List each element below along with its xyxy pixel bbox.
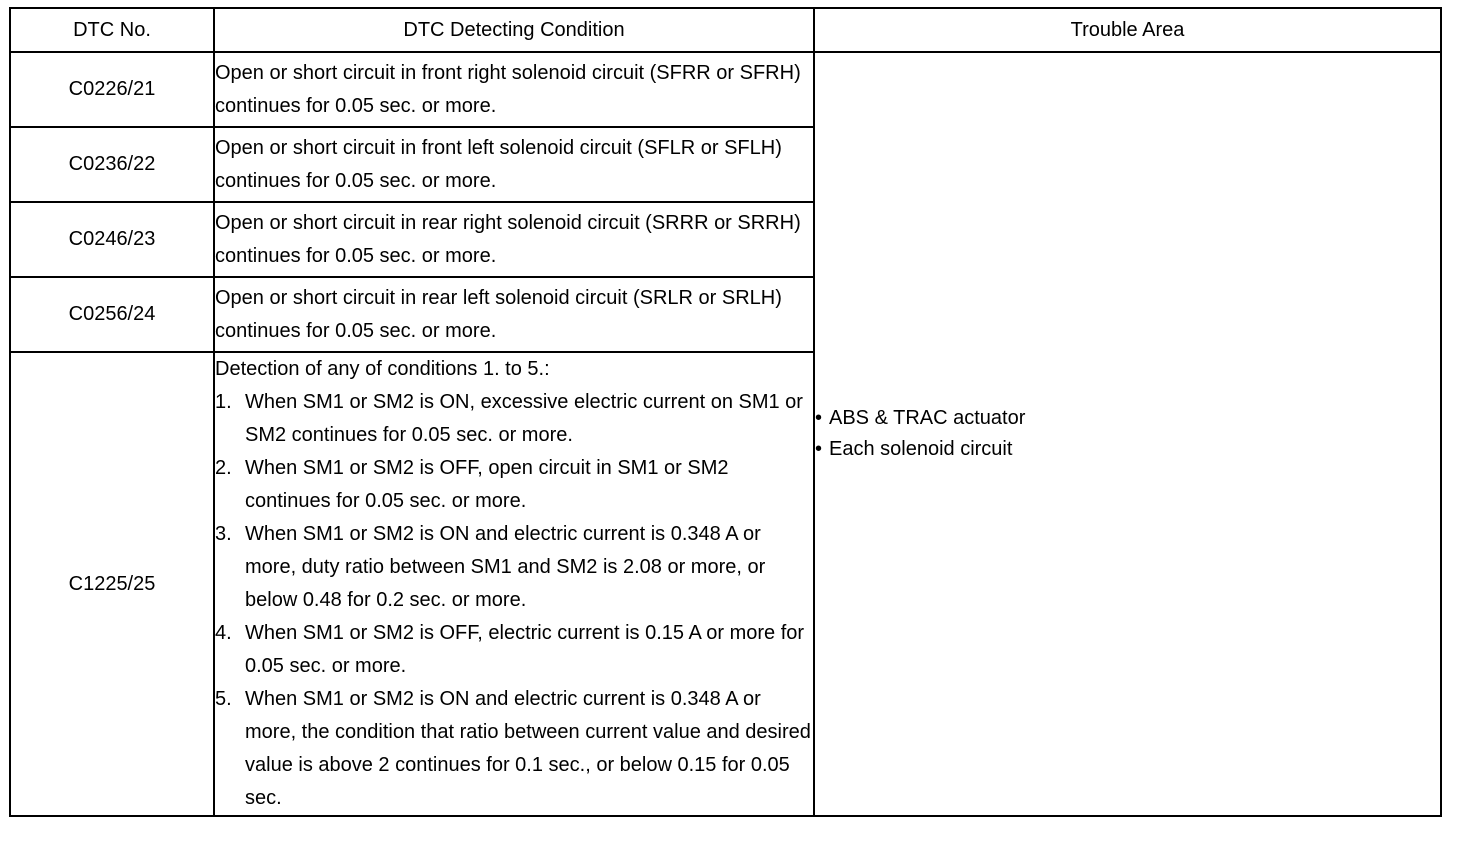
trouble-area-list	[815, 403, 1440, 465]
dtc-code: C0236/22	[10, 127, 214, 202]
detecting-condition: Open or short circuit in rear left solenoid circuit (SRLR or SRLH) continues for 0.05 sec. or more.	[214, 277, 814, 352]
condition-text: When SM1 or SM2 is ON and electric current is 0.348 A or more, duty ratio between SM1 and SM2 is 2.08 or more, or below 0.48 for 0.2 sec. or more.	[245, 523, 766, 611]
header-trouble-area: Trouble Area	[814, 8, 1441, 52]
condition-item	[215, 518, 813, 617]
condition-intro: Detection of any of conditions 1. to 5.:	[215, 358, 550, 380]
trouble-area-text: ABS & TRAC actuator	[829, 407, 1026, 429]
condition-text: When SM1 or SM2 is OFF, open circuit in SM1 or SM2 continues for 0.05 sec. or more.	[245, 457, 729, 512]
dtc-code: C1225/25	[10, 352, 214, 816]
condition-text: When SM1 or SM2 is ON and electric current is 0.348 A or more, the condition that ratio between current value and desired value is above 2 continues for 0.1 sec., or below 0.15 for 0.05 sec.	[245, 688, 811, 809]
header-dtc-no: DTC No.	[10, 8, 214, 52]
condition-item	[215, 386, 813, 452]
header-row	[10, 8, 1441, 52]
condition-item	[215, 617, 813, 683]
header-detecting-condition: DTC Detecting Condition	[214, 8, 814, 52]
condition-number: 4.	[215, 622, 232, 644]
condition-item	[215, 683, 813, 815]
detecting-condition: Open or short circuit in front left solenoid circuit (SFLR or SFLH) continues for 0.05 sec. or more.	[214, 127, 814, 202]
detecting-condition: Open or short circuit in front right solenoid circuit (SFRR or SFRH) continues for 0.05 sec. or more.	[214, 52, 814, 127]
dtc-code: C0246/23	[10, 202, 214, 277]
condition-list	[215, 386, 813, 815]
condition-text: When SM1 or SM2 is ON, excessive electric current on SM1 or SM2 continues for 0.05 sec. or more.	[245, 391, 803, 446]
trouble-area-item	[815, 403, 1440, 434]
trouble-area-cell	[814, 52, 1441, 816]
trouble-area-text: Each solenoid circuit	[829, 438, 1013, 460]
table-row	[10, 52, 1441, 127]
condition-number: 3.	[215, 523, 232, 545]
condition-number: 2.	[215, 457, 232, 479]
condition-text: When SM1 or SM2 is OFF, electric current is 0.15 A or more for 0.05 sec. or more.	[245, 622, 805, 677]
condition-number: 5.	[215, 688, 232, 710]
condition-item	[215, 452, 813, 518]
trouble-area-item	[815, 434, 1440, 465]
dtc-code: C0256/24	[10, 277, 214, 352]
dtc-code: C0226/21	[10, 52, 214, 127]
dtc-table	[9, 7, 1442, 817]
detecting-condition	[214, 352, 814, 816]
bullet-icon: •	[815, 407, 823, 429]
bullet-icon: •	[815, 438, 823, 460]
detecting-condition: Open or short circuit in rear right solenoid circuit (SRRR or SRRH) continues for 0.05 sec. or more.	[214, 202, 814, 277]
condition-number: 1.	[215, 391, 232, 413]
